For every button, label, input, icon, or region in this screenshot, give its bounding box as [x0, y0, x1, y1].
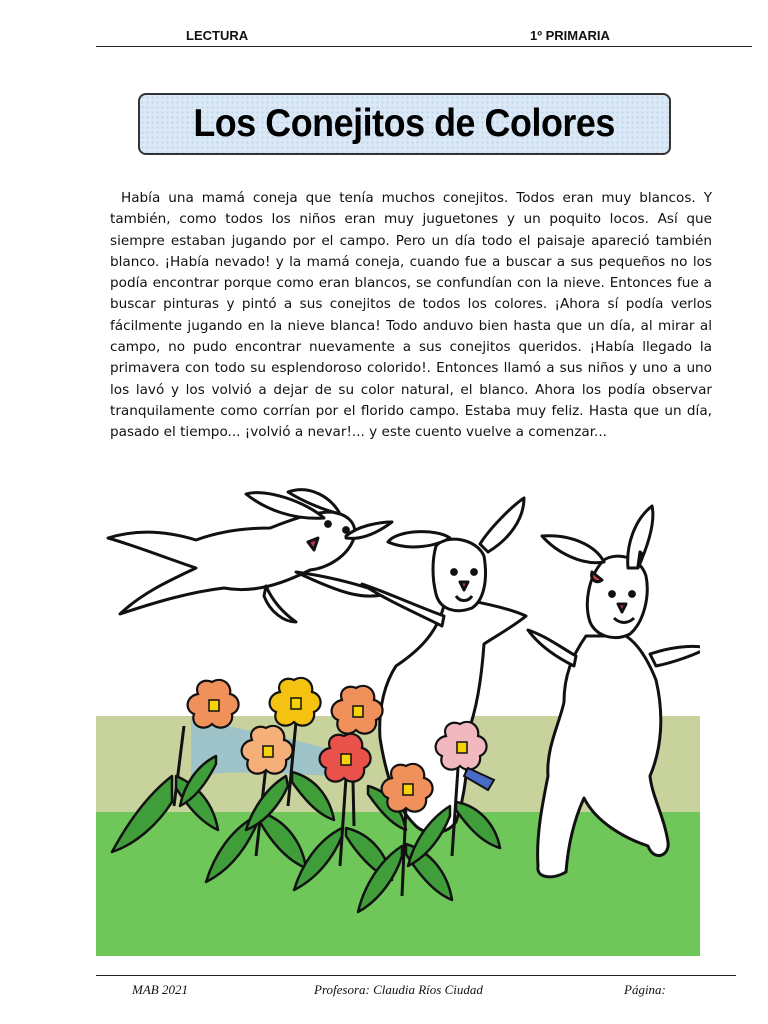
footer-page-label: Página: [624, 982, 666, 997]
flower-orange [188, 680, 239, 728]
grass-field [96, 812, 700, 956]
flower-yellow [270, 678, 321, 726]
subject-label: LECTURA [186, 28, 249, 43]
page-header [96, 26, 752, 47]
footer-teacher: Profesora: Claudia Ríos Ciudad [314, 982, 483, 997]
page-title: Los Conejitos de Colores [193, 102, 616, 145]
leaping-rabbit [108, 490, 392, 622]
footer-code: MAB 2021 [132, 982, 188, 997]
page-footer [96, 975, 736, 1006]
story-text: Había una mamá coneja que tenía muchos conejitos. Todos eran muy blancos. Y también, como todos los niños eran muy juguetones y un poquito locos. Así que siempre estaban jugando por el campo. Pero un día todo el paisaje apareció también blanco. ¡Había nevado! y la mamá coneja, cuando fue a buscar a sus pequeños no los podía encontrar porque como eran blancos, se confundían con la nieve. Entonces fue a buscar pinturas y pintó a sus conejitos de todos los colores. ¡Ahora sí podía verlos fácilmente jugando en la nieve blanca! Todo anduvo bien hasta que un día, al mirar al campo, no pudo encontrar nuevamente a sus conejitos queridos. ¡Había llegado la primavera con todo su esplendoroso colorido!. Entonces llamó a sus niños y uno a uno los lavó y los volvió a dejar de su color natural, el blanco. Ahora los podía observar tranquilamente como corrían por el florido campo. Estaba muy feliz. Hasta que un día, pasado el tiempo... ¡volvió a nevar!... y este cuento vuelve a comenzar... [110, 190, 712, 441]
title-box [138, 93, 671, 155]
flower-orange [332, 686, 383, 734]
rabbits-and-flowers-illustration [96, 476, 700, 956]
grade-label: 1º PRIMARIA [530, 28, 610, 43]
